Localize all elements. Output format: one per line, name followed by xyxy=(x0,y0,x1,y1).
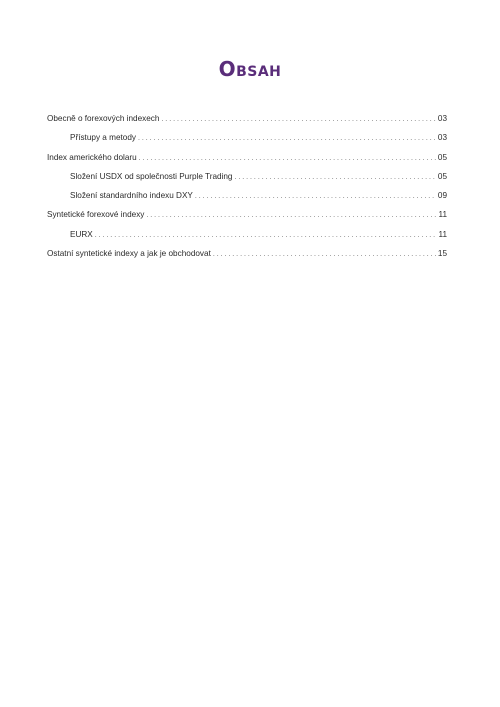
toc-leader-dots xyxy=(95,226,437,245)
toc-leader-dots xyxy=(195,187,436,206)
toc-entry-label: Složení USDX od společnosti Purple Trading xyxy=(70,171,233,181)
toc-leader-dots xyxy=(213,245,436,264)
toc-entry-page: 15 xyxy=(437,249,447,259)
toc-subentry[interactable] xyxy=(47,186,447,205)
toc-leader-dots xyxy=(161,110,435,129)
toc-entry-page: 11 xyxy=(438,210,447,220)
toc-leader-dots xyxy=(234,168,435,187)
toc-entry-label: Obecně o forexových indexech xyxy=(47,114,160,123)
toc-entry-page: 05 xyxy=(437,171,447,181)
page-title: Obsah xyxy=(218,57,282,81)
table-of-contents xyxy=(47,109,447,263)
toc-subentry[interactable] xyxy=(47,167,447,186)
toc-subentry[interactable] xyxy=(47,128,447,147)
toc-entry-label: Přístupy a metody xyxy=(70,133,136,143)
toc-leader-dots xyxy=(138,129,436,148)
toc-leader-dots xyxy=(146,206,436,225)
toc-entry-label: Syntetické forexové indexy xyxy=(47,210,145,220)
toc-entry-page: 05 xyxy=(437,152,447,162)
toc-entry[interactable] xyxy=(47,148,447,167)
toc-entry[interactable] xyxy=(47,205,447,224)
toc-entry-page: 11 xyxy=(438,229,447,239)
toc-entry-page: 09 xyxy=(437,191,447,201)
toc-entry-label: Složení standardního indexu DXY xyxy=(70,191,193,201)
toc-leader-dots xyxy=(139,149,436,168)
toc-entry-page: 03 xyxy=(437,114,447,123)
toc-subentry[interactable] xyxy=(47,225,447,244)
toc-entry-label: EURX xyxy=(70,229,93,239)
toc-entry-page: 03 xyxy=(437,133,447,143)
toc-entry-label: Index amerického dolaru xyxy=(47,152,137,162)
toc-entry-label: Ostatní syntetické indexy a jak je obchodovat xyxy=(47,249,211,259)
toc-entry[interactable] xyxy=(47,244,447,263)
toc-entry[interactable] xyxy=(47,109,447,128)
